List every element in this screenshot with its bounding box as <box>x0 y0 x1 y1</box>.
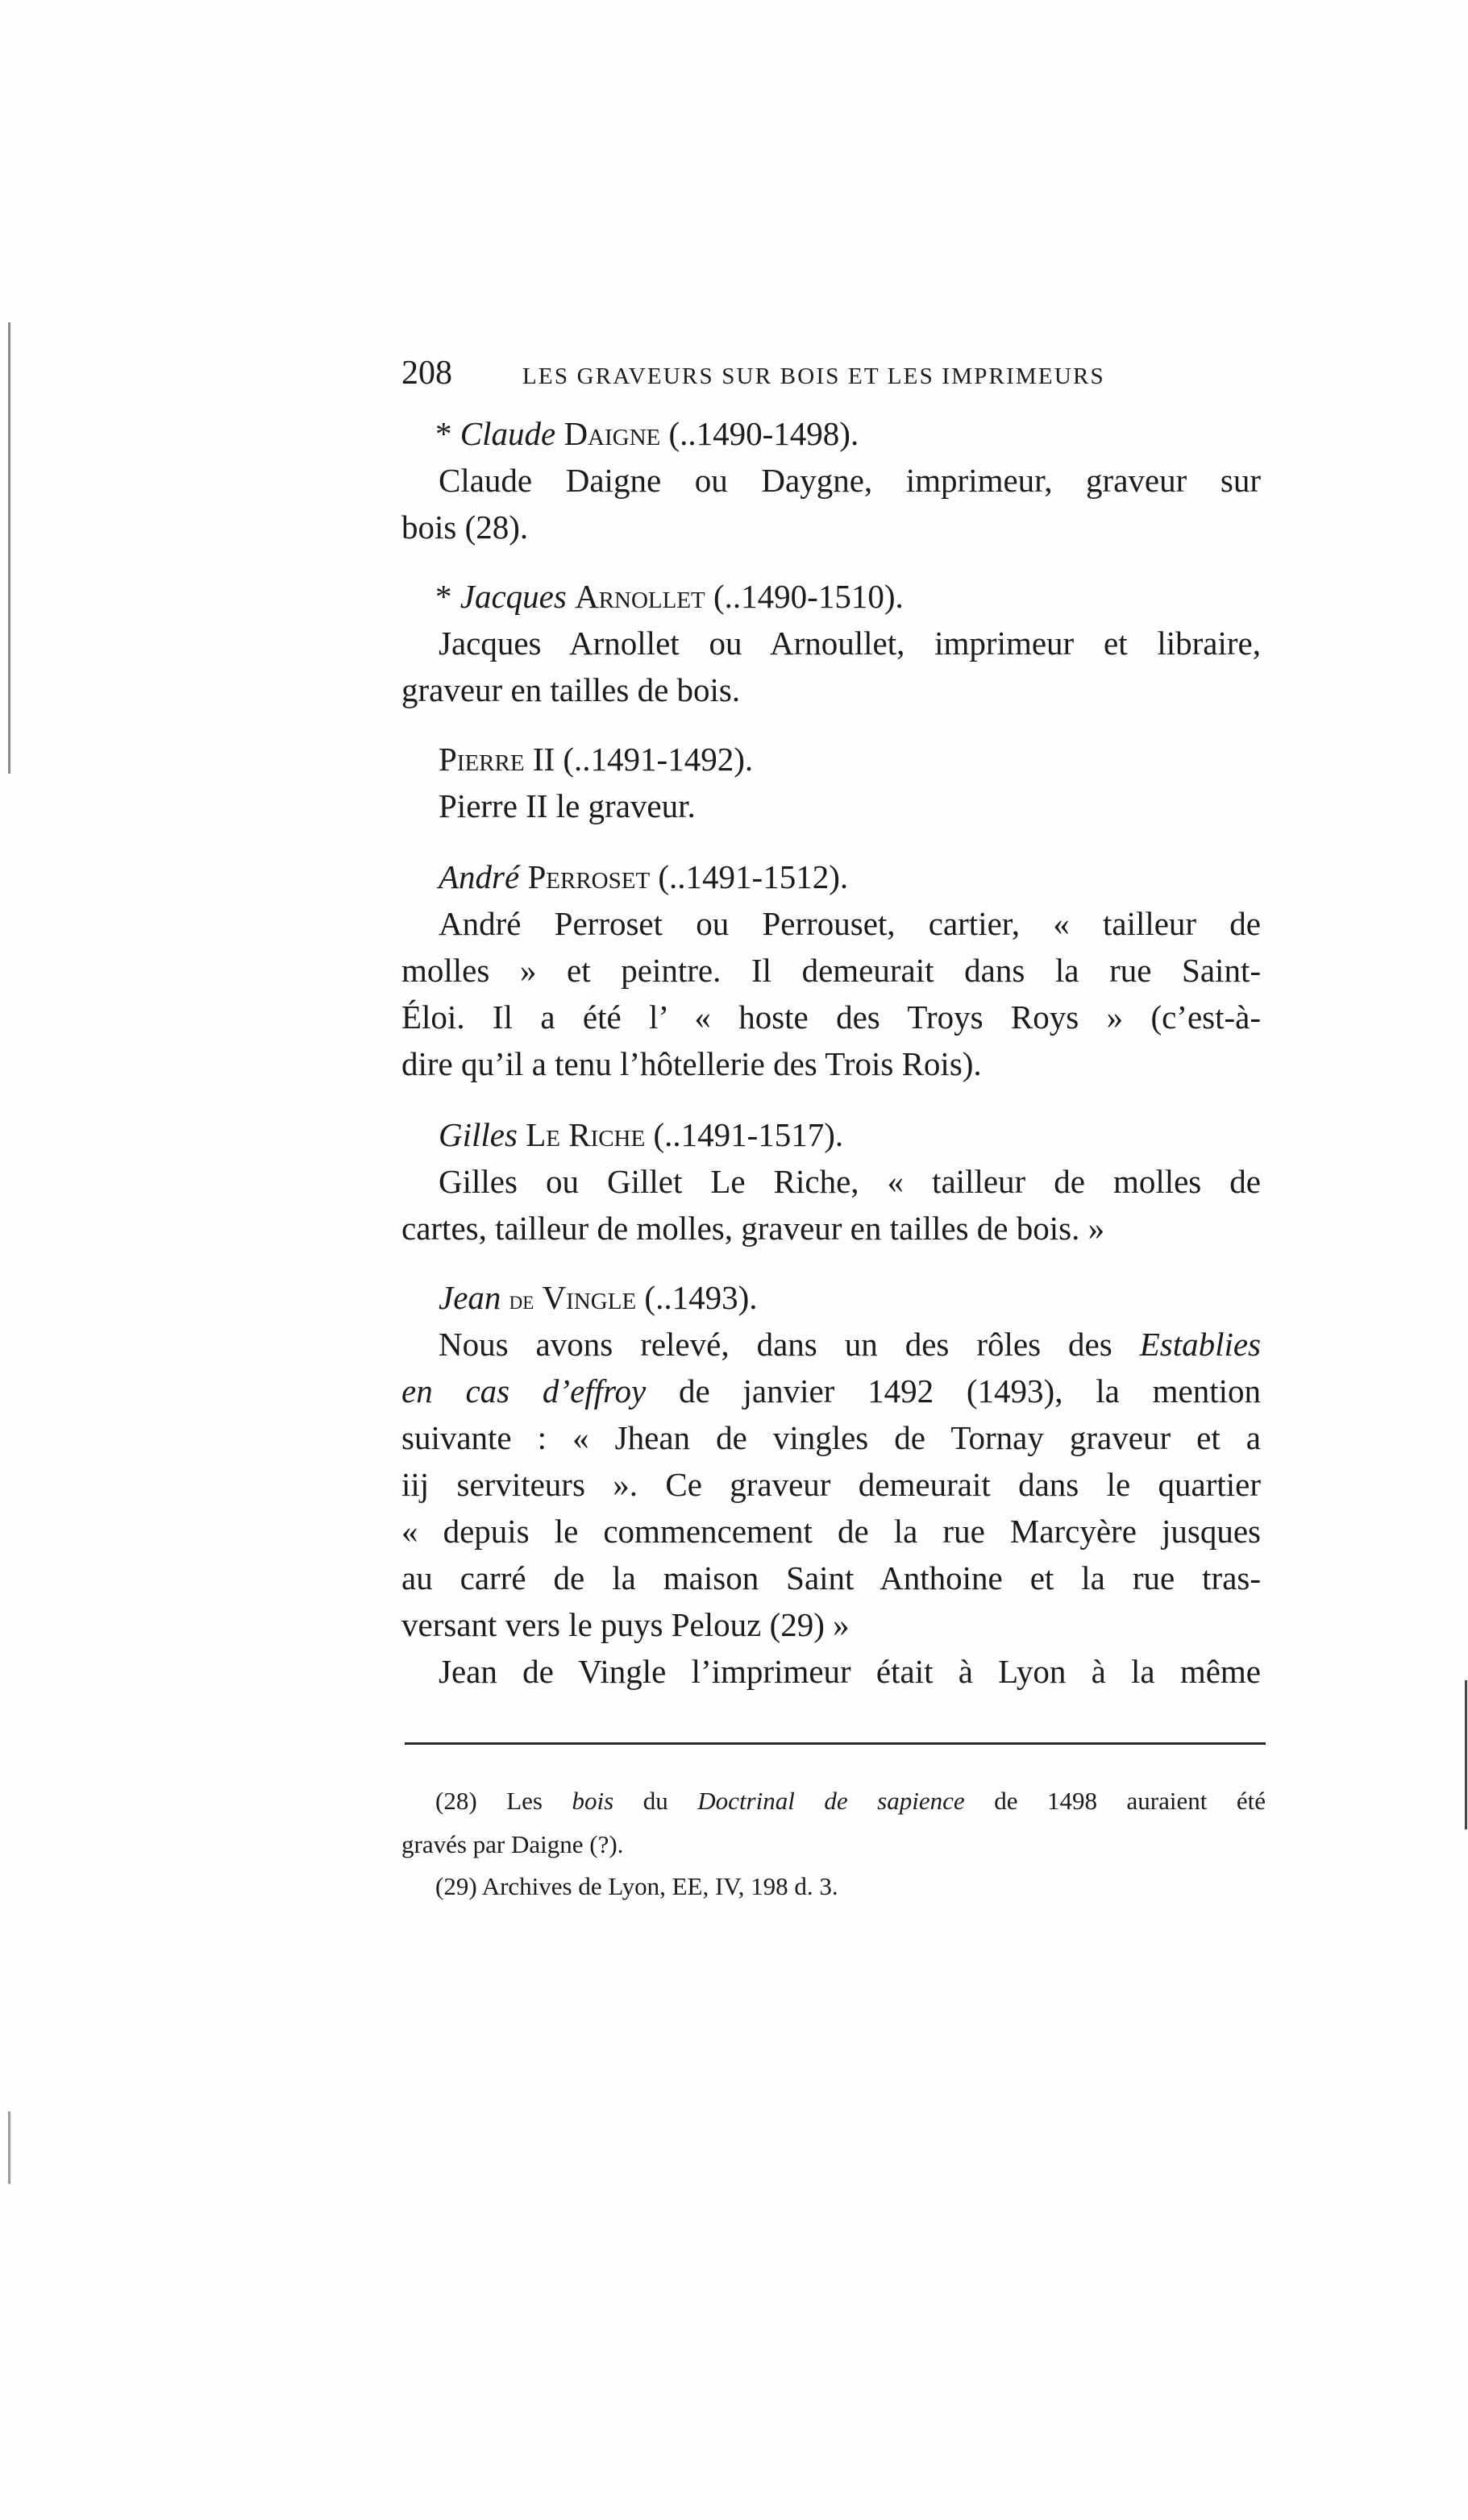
entry-text-line: suivante : « Jhean de vingles de Tornay graveur et a <box>401 1419 1261 1456</box>
entry-text-line: André Perroset ou Perrouset, cartier, « tailleur de <box>439 905 1261 942</box>
entry-text-line: Éloi. Il a été l’ « hoste des Troys Roys » (c’est-à- <box>401 998 1261 1036</box>
entry-text-line: Nous avons relevé, dans un des rôles des Establies <box>439 1326 1262 1363</box>
right-page-edge-mark <box>1465 1680 1467 1829</box>
footnote-28: (28) Les bois du Doctrinal de sapience de 1498 auraient été <box>435 1787 1266 1815</box>
entry-text-line: Jean de Vingle l’imprimeur était à Lyon à la même <box>439 1653 1261 1690</box>
entry-text-line: versant vers le puys Pelouz (29) » <box>401 1606 850 1643</box>
entry-text-line: bois (28). <box>401 509 529 546</box>
footnote-28-line-2: gravés par Daigne (?). <box>401 1830 624 1858</box>
entry-text-line: molles » et peintre. Il demeurait dans la rue Saint- <box>401 952 1261 989</box>
footnote-rule <box>405 1742 1266 1745</box>
entry-text-line: Claude Daigne ou Daygne, imprimeur, graveur sur <box>439 462 1261 499</box>
entry-text-line: Pierre II le graveur. <box>439 787 696 824</box>
running-title: LES GRAVEURS SUR BOIS ET LES IMPRIMEURS <box>522 363 1105 389</box>
entry-heading: André Perroset (..1491-1512). <box>439 858 849 895</box>
entry-text-line: « depuis le commencement de la rue Marcyère jusques <box>401 1513 1261 1550</box>
entry-text-line: Gilles ou Gillet Le Riche, « tailleur de molles de <box>439 1163 1261 1200</box>
entry-heading: * Claude Daigne (..1490-1498). <box>435 415 859 452</box>
left-page-edge-mark <box>8 322 10 774</box>
footnote-29: (29) Archives de Lyon, EE, IV, 198 d. 3. <box>435 1872 838 1900</box>
entry-text-line: iij serviteurs ». Ce graveur demeurait dans le quartier <box>401 1466 1261 1503</box>
entry-heading: Pierre II (..1491-1492). <box>439 741 754 778</box>
entry-text-line: graveur en tailles de bois. <box>401 671 741 708</box>
entry-heading: Gilles Le Riche (..1491-1517). <box>439 1116 844 1153</box>
entry-text-line: Jacques Arnollet ou Arnoullet, imprimeur et libraire, <box>439 625 1261 662</box>
entry-heading: Jean de Vingle (..1493). <box>439 1279 758 1316</box>
entry-heading: * Jacques Arnollet (..1490-1510). <box>435 578 904 615</box>
entry-text-line: dire qu’il a tenu l’hôtellerie des Trois Rois). <box>401 1045 982 1082</box>
left-page-edge-mark <box>8 2111 10 2184</box>
entry-text-line: en cas d’effroy de janvier 1492 (1493), la mention <box>401 1372 1262 1409</box>
entry-text-line: au carré de la maison Saint Anthoine et la rue tras- <box>401 1559 1261 1596</box>
entry-text-line: cartes, tailleur de molles, graveur en tailles de bois. » <box>401 1210 1105 1247</box>
page-number: 208 <box>401 355 452 392</box>
